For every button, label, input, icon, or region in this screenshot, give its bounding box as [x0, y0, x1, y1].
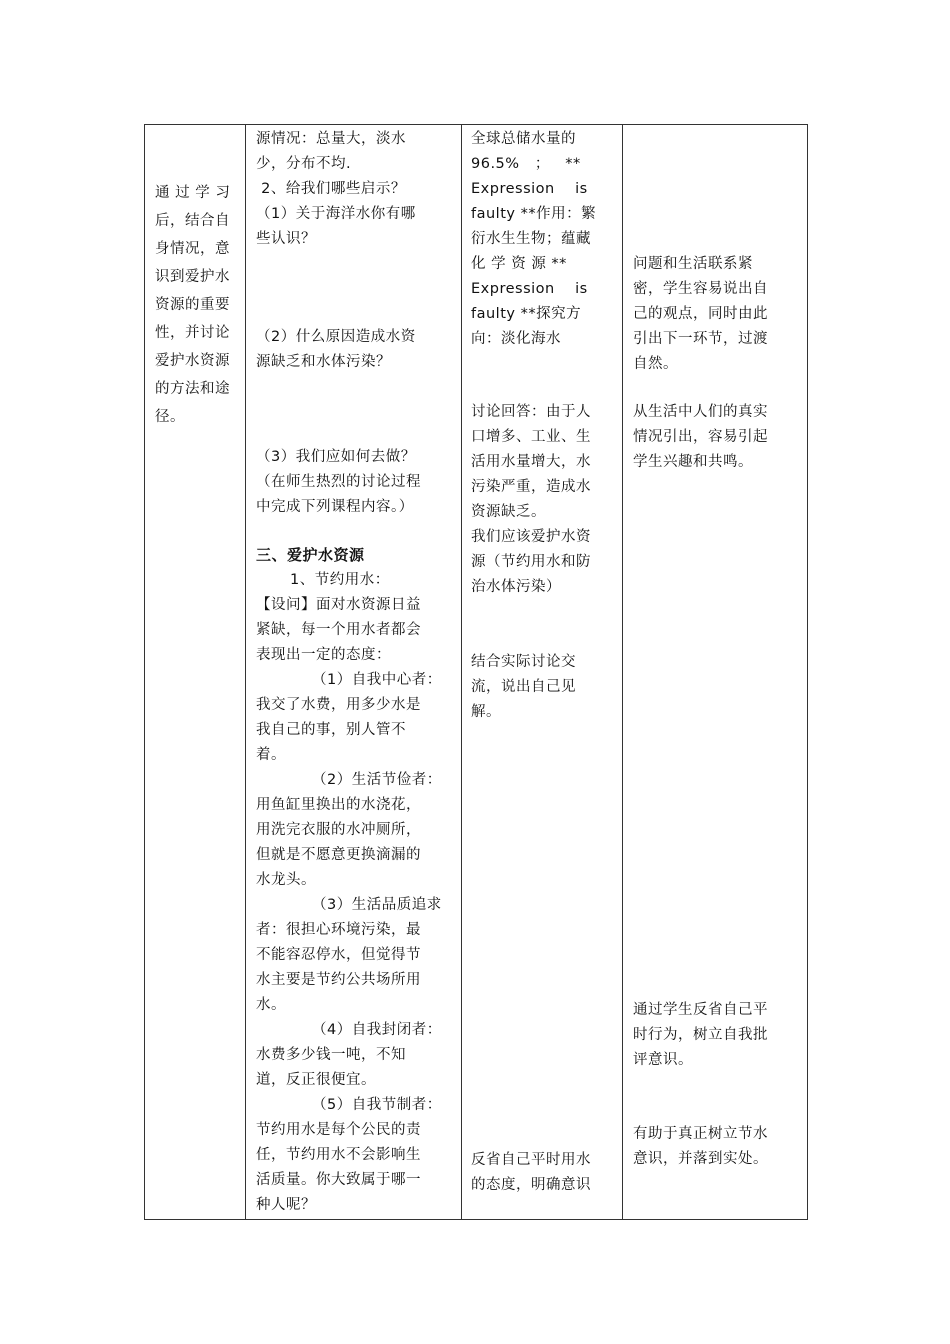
student-line: 向：淡化海水 — [471, 331, 561, 347]
student-line: 96.5% ； ** — [471, 156, 581, 172]
intent-line: 时行为，树立自我批 — [633, 1027, 768, 1043]
student-line: 讨论回答：由于人 — [471, 404, 591, 420]
objective-cell — [145, 125, 245, 1219]
lesson-plan-table — [144, 124, 808, 1220]
activity-line: 2、给我们哪些启示？ — [256, 181, 406, 197]
student-line: 化 学 资 源 ** — [471, 256, 567, 272]
activity-line: 我交了水费，用多少水是 — [256, 697, 421, 713]
activity-line: 水费多少钱一吨，不知 — [256, 1047, 406, 1063]
activity-line: 活质量。你大致属于哪一 — [256, 1172, 421, 1188]
activity-line: 水龙头。 — [256, 872, 316, 888]
activity-line: 但就是不愿意更换滴漏的 — [256, 847, 421, 863]
intent-line: 评意识。 — [633, 1052, 693, 1068]
activity-line: （在师生热烈的讨论过程 — [256, 474, 421, 490]
student-line: 反省自己平时用水 — [471, 1152, 591, 1168]
section-heading: 三、爱护水资源 — [256, 546, 365, 564]
design-intent-cell — [623, 125, 807, 1219]
activity-line: 水。 — [256, 997, 286, 1013]
intent-line: 自然。 — [633, 356, 678, 372]
intent-line: 引出下一环节，过渡 — [633, 331, 768, 347]
activity-line: 用鱼缸里换出的水浇花， — [256, 797, 421, 813]
student-line: 口增多、工业、生 — [471, 429, 591, 445]
activity-line: 水主要是节约公共场所用 — [256, 972, 421, 988]
activity-line: 紧缺，每一个用水者都会 — [256, 622, 421, 638]
activity-line: （2）生活节俭者： — [312, 772, 442, 788]
objective-line: 后，结合自 — [155, 213, 230, 229]
objective-line: 的方法和途 — [155, 381, 230, 397]
objective-line: 性，并讨论 — [155, 325, 230, 341]
objective-line: 身情况，意 — [155, 241, 230, 257]
activity-line: 者：很担心环境污染，最 — [256, 922, 421, 938]
activity-line: 用洗完衣服的水冲厕所， — [256, 822, 421, 838]
activity-line: （3）生活品质追求 — [312, 897, 442, 913]
objective-line: 径。 — [155, 409, 185, 425]
student-line: faulty **探究方 — [471, 306, 582, 322]
activity-line: 种人呢？ — [256, 1197, 316, 1213]
activity-line: 些认识？ — [256, 231, 316, 247]
activity-line: 不能容忍停水，但觉得节 — [256, 947, 421, 963]
activity-line: （4）自我封闭者： — [312, 1022, 442, 1038]
student-line: 资源缺乏。 — [471, 504, 546, 520]
student-line: faulty **作用：繁 — [471, 206, 597, 222]
student-line: Expression is — [471, 281, 588, 297]
activity-line: （1）自我中心者： — [312, 672, 442, 688]
objective-line: 爱护水资源 — [155, 353, 230, 369]
student-line: 源（节约用水和防 — [471, 554, 591, 570]
teacher-activity-cell — [246, 125, 461, 1219]
activity-line: （3）我们应如何去做？ — [256, 449, 416, 465]
student-line: 的态度，明确意识 — [471, 1177, 591, 1193]
activity-line: 少，分布不均. — [256, 156, 352, 172]
student-line: 衍水生生物；蕴藏 — [471, 231, 591, 247]
objective-line: 通 过 学 习 — [155, 185, 231, 201]
activity-line: 1、节约用水： — [290, 572, 390, 588]
activity-line: 源情况：总量大，淡水 — [256, 131, 406, 147]
activity-line: 【设问】面对水资源日益 — [256, 597, 421, 613]
objective-line: 识到爱护水 — [155, 269, 230, 285]
student-line: Expression is — [471, 181, 588, 197]
activity-line: 表现出一定的态度： — [256, 647, 391, 663]
objective-line: 资源的重要 — [155, 297, 230, 313]
activity-line: （5）自我节制者： — [312, 1097, 442, 1113]
activity-line: 道，反正很便宜。 — [256, 1072, 376, 1088]
activity-line: （2）什么原因造成水资 — [256, 329, 416, 345]
student-line: 我们应该爱护水资 — [471, 529, 591, 545]
activity-line: 节约用水是每个公民的责 — [256, 1122, 421, 1138]
intent-line: 问题和生活联系紧 — [633, 256, 753, 272]
student-line: 解。 — [471, 704, 501, 720]
intent-line: 意识，并落到实处。 — [633, 1151, 768, 1167]
intent-line: 己的观点，同时由此 — [633, 306, 768, 322]
activity-line: 源缺乏和水体污染？ — [256, 354, 391, 370]
student-line: 流，说出自己见 — [471, 679, 576, 695]
activity-line: 任，节约用水不会影响生 — [256, 1147, 421, 1163]
activity-line: 着。 — [256, 747, 286, 763]
student-line: 污染严重，造成水 — [471, 479, 591, 495]
student-line: 治水体污染） — [471, 579, 561, 595]
intent-line: 通过学生反省自己平 — [633, 1002, 768, 1018]
student-line: 全球总储水量的 — [471, 131, 576, 147]
intent-line: 从生活中人们的真实 — [633, 404, 768, 420]
activity-line: 我自己的事，别人管不 — [256, 722, 406, 738]
activity-line: （1）关于海洋水你有哪 — [256, 206, 416, 222]
intent-line: 密，学生容易说出自 — [633, 281, 768, 297]
student-line: 活用水量增大，水 — [471, 454, 591, 470]
intent-line: 有助于真正树立节水 — [633, 1126, 768, 1142]
student-activity-cell — [462, 125, 622, 1219]
intent-line: 学生兴趣和共鸣。 — [633, 454, 753, 470]
activity-line: 中完成下列课程内容。） — [256, 499, 414, 515]
intent-line: 情况引出，容易引起 — [633, 429, 768, 445]
student-line: 结合实际讨论交 — [471, 654, 576, 670]
